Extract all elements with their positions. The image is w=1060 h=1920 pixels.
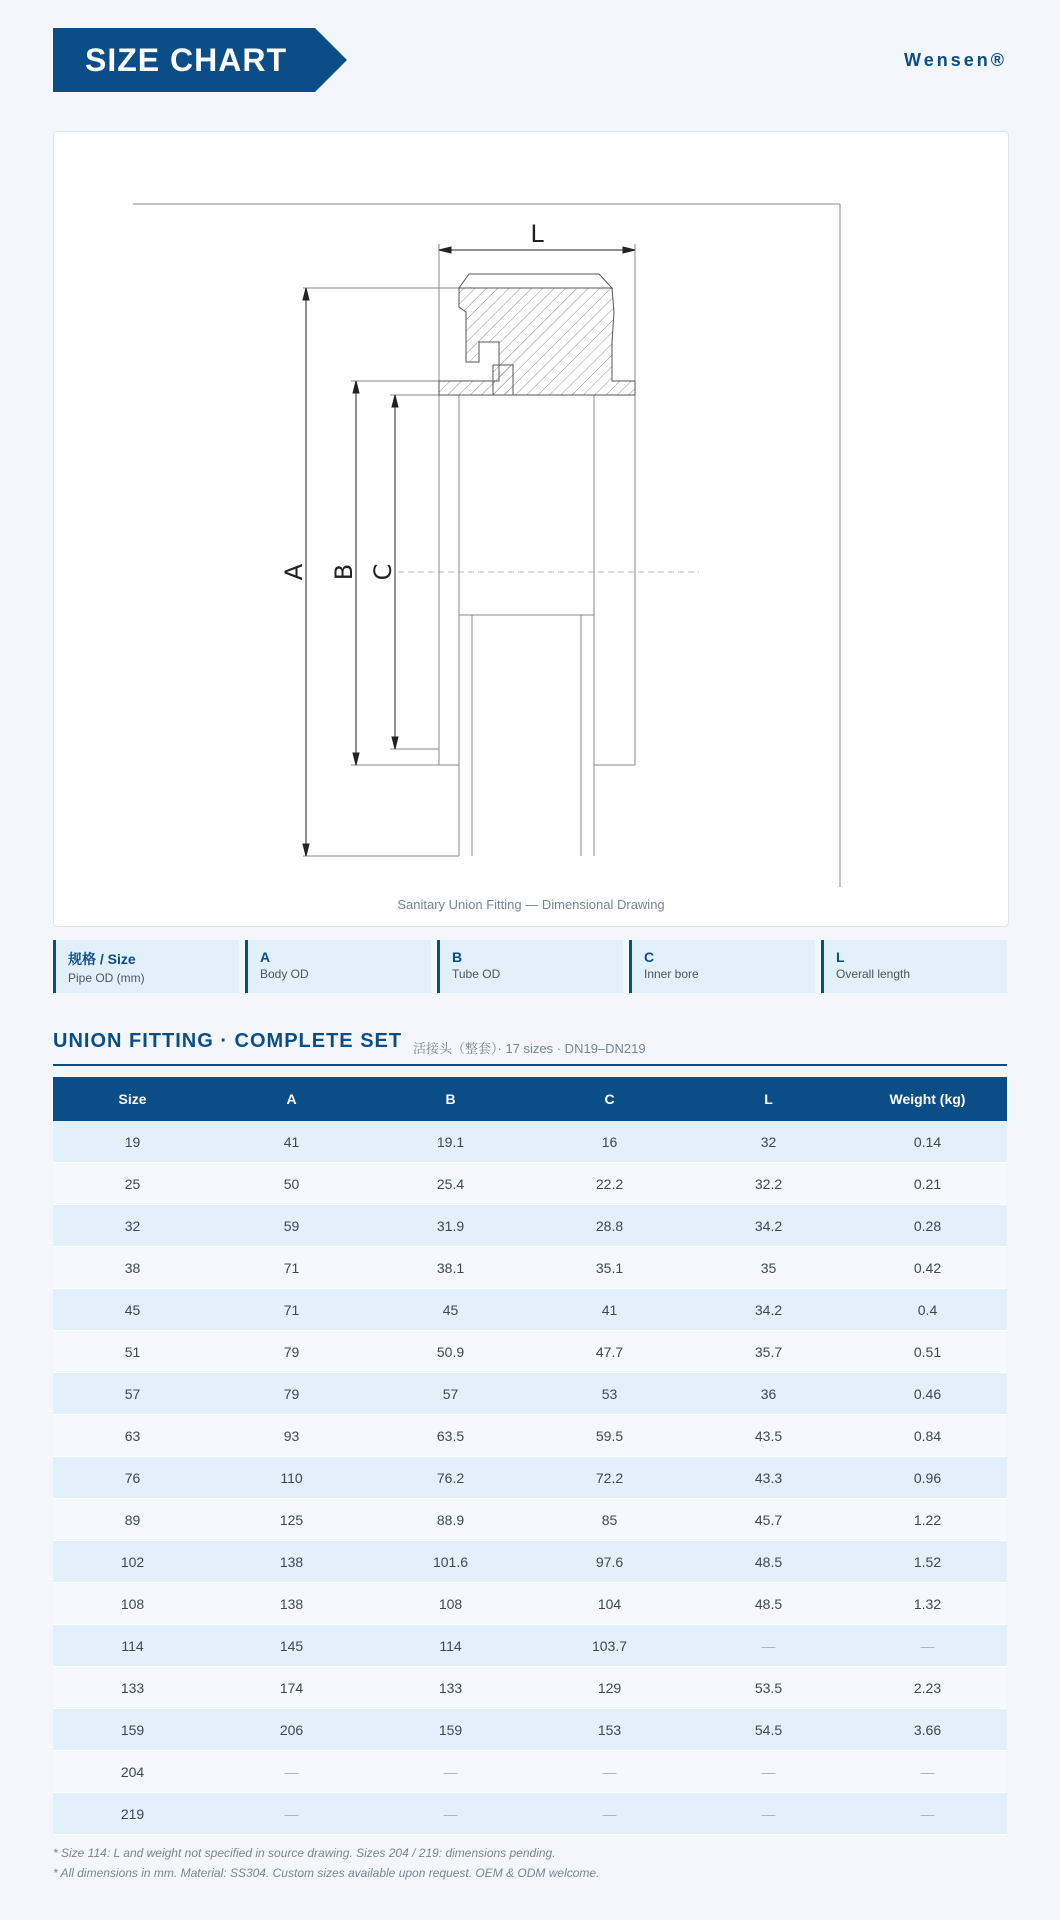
table-cell: 110 <box>212 1457 371 1499</box>
table-cell: 34.2 <box>689 1289 848 1331</box>
table-cell: 103.7 <box>530 1625 689 1667</box>
table-cell: 93 <box>212 1415 371 1457</box>
table-row <box>53 1499 1007 1541</box>
table-row <box>53 1121 1007 1163</box>
table-cell: 41 <box>530 1289 689 1331</box>
table-cell: 0.21 <box>848 1163 1007 1205</box>
table-cell: 54.5 <box>689 1709 848 1751</box>
table-cell: 76.2 <box>371 1457 530 1499</box>
legend-key: L <box>836 949 845 965</box>
column-header: C <box>530 1077 689 1121</box>
table-cell: 138 <box>212 1541 371 1583</box>
table-cell: 2.23 <box>848 1667 1007 1709</box>
table-cell: 38 <box>53 1247 212 1289</box>
table-cell: 32 <box>689 1121 848 1163</box>
legend-desc: Overall length <box>836 967 911 981</box>
table-cell: 79 <box>212 1373 371 1415</box>
table-row <box>53 1373 1007 1415</box>
table-cell: 0.84 <box>848 1415 1007 1457</box>
column-header: Weight (kg) <box>848 1077 1007 1121</box>
table-cell: — <box>848 1793 1007 1835</box>
table-cell: 79 <box>212 1331 371 1373</box>
brand-logo: Wensen® <box>904 50 1007 70</box>
table-cell: 145 <box>212 1625 371 1667</box>
table-cell: 36 <box>689 1373 848 1415</box>
table-cell: — <box>530 1793 689 1835</box>
table-cell: 43.3 <box>689 1457 848 1499</box>
table-cell: 0.46 <box>848 1373 1007 1415</box>
table-cell: 35.7 <box>689 1331 848 1373</box>
table-row <box>53 1793 1007 1835</box>
table-cell: — <box>689 1751 848 1793</box>
table-cell: 102 <box>53 1541 212 1583</box>
table-row <box>53 1625 1007 1667</box>
size-table <box>53 1077 1007 1835</box>
drawing-card <box>53 131 1009 927</box>
header <box>53 28 1007 92</box>
table-cell: 43.5 <box>689 1415 848 1457</box>
table-cell: 53 <box>530 1373 689 1415</box>
table-cell: 85 <box>530 1499 689 1541</box>
table-row <box>53 1289 1007 1331</box>
table-cell: — <box>212 1751 371 1793</box>
table-cell: 53.5 <box>689 1667 848 1709</box>
table-row <box>53 1541 1007 1583</box>
table-cell: 125 <box>212 1499 371 1541</box>
table-cell: — <box>212 1793 371 1835</box>
table-cell: 50 <box>212 1163 371 1205</box>
table-cell: 35.1 <box>530 1247 689 1289</box>
table-cell: — <box>848 1625 1007 1667</box>
legend-item-size <box>53 940 239 993</box>
table-cell: 0.96 <box>848 1457 1007 1499</box>
table-cell: 0.4 <box>848 1289 1007 1331</box>
table-cell: — <box>530 1751 689 1793</box>
table-cell: 57 <box>53 1373 212 1415</box>
table-cell: 89 <box>53 1499 212 1541</box>
legend-key: C <box>644 949 655 965</box>
table-cell: 0.42 <box>848 1247 1007 1289</box>
table-cell: 0.14 <box>848 1121 1007 1163</box>
table-cell: 47.7 <box>530 1331 689 1373</box>
legend-desc: Tube OD <box>452 967 501 981</box>
table-cell: 31.9 <box>371 1205 530 1247</box>
table-cell: 63.5 <box>371 1415 530 1457</box>
table-cell: 3.66 <box>848 1709 1007 1751</box>
table-cell: 51 <box>53 1331 212 1373</box>
table-body <box>53 1121 1007 1835</box>
table-cell: 25 <box>53 1163 212 1205</box>
table-cell: — <box>689 1793 848 1835</box>
table-cell: 206 <box>212 1709 371 1751</box>
table-cell: 174 <box>212 1667 371 1709</box>
table-cell: 41 <box>212 1121 371 1163</box>
table-cell: 114 <box>53 1625 212 1667</box>
legend-item-c <box>629 940 815 993</box>
page-title: SIZE CHART <box>85 42 287 78</box>
table-cell: — <box>371 1751 530 1793</box>
section-title: UNION FITTING · COMPLETE SET <box>53 1030 403 1052</box>
table-cell: — <box>689 1625 848 1667</box>
dimension-legend <box>53 940 1007 993</box>
table-row <box>53 1667 1007 1709</box>
table-cell: 159 <box>53 1709 212 1751</box>
table-cell: 159 <box>371 1709 530 1751</box>
table-cell: 133 <box>53 1667 212 1709</box>
table-cell: 104 <box>530 1583 689 1625</box>
section-subtitle: 活接头（整套）· 17 sizes · DN19–DN219 <box>413 1041 646 1056</box>
table-row <box>53 1415 1007 1457</box>
table-cell: 153 <box>530 1709 689 1751</box>
table-cell: 114 <box>371 1625 530 1667</box>
column-header: B <box>371 1077 530 1121</box>
table-cell: 101.6 <box>371 1541 530 1583</box>
legend-desc: Body OD <box>260 967 309 981</box>
table-cell: 76 <box>53 1457 212 1499</box>
table-cell: 59 <box>212 1205 371 1247</box>
footnotes <box>53 1843 599 1883</box>
legend-key: A <box>260 949 271 965</box>
table-cell: 97.6 <box>530 1541 689 1583</box>
legend-desc: Inner bore <box>644 967 699 981</box>
footnote: * Size 114: L and weight not specified in source drawing. Sizes 204 / 219: dimensions pending. <box>53 1846 556 1860</box>
legend-key: B <box>452 949 463 965</box>
table-cell: 48.5 <box>689 1541 848 1583</box>
table-cell: 32 <box>53 1205 212 1247</box>
table-cell: — <box>371 1793 530 1835</box>
table-cell: 63 <box>53 1415 212 1457</box>
footnote: * All dimensions in mm. Material: SS304. Custom sizes available upon request. OEM & ODM welcome. <box>53 1866 600 1880</box>
column-header: A <box>212 1077 371 1121</box>
table-row <box>53 1331 1007 1373</box>
table-cell: 1.32 <box>848 1583 1007 1625</box>
dimensional-drawing <box>54 132 1008 926</box>
table-cell: 19.1 <box>371 1121 530 1163</box>
table-cell: — <box>848 1751 1007 1793</box>
section-heading <box>53 1030 1007 1066</box>
legend-item-a <box>245 940 431 993</box>
table-cell: 1.22 <box>848 1499 1007 1541</box>
table-cell: 35 <box>689 1247 848 1289</box>
table-row <box>53 1205 1007 1247</box>
table-cell: 57 <box>371 1373 530 1415</box>
table-cell: 71 <box>212 1247 371 1289</box>
dimension-label-a: A <box>280 563 308 581</box>
table-cell: 219 <box>53 1793 212 1835</box>
legend-key: 规格 / Size <box>68 951 136 967</box>
dimension-label-b: B <box>330 563 358 581</box>
table-cell: 59.5 <box>530 1415 689 1457</box>
table-cell: 0.28 <box>848 1205 1007 1247</box>
table-cell: 45.7 <box>689 1499 848 1541</box>
table-cell: 32.2 <box>689 1163 848 1205</box>
legend-item-b <box>437 940 623 993</box>
table-cell: 71 <box>212 1289 371 1331</box>
table-cell: 108 <box>371 1583 530 1625</box>
column-header: Size <box>53 1077 212 1121</box>
dimension-label-c: C <box>369 563 397 581</box>
column-header: L <box>689 1077 848 1121</box>
table-row <box>53 1163 1007 1205</box>
table-cell: 133 <box>371 1667 530 1709</box>
table-cell: 45 <box>371 1289 530 1331</box>
table-row <box>53 1583 1007 1625</box>
table-cell: 138 <box>212 1583 371 1625</box>
table-row <box>53 1709 1007 1751</box>
table-cell: 34.2 <box>689 1205 848 1247</box>
table-cell: 22.2 <box>530 1163 689 1205</box>
table-row <box>53 1247 1007 1289</box>
table-cell: 19 <box>53 1121 212 1163</box>
table-cell: 0.51 <box>848 1331 1007 1373</box>
table-cell: 16 <box>530 1121 689 1163</box>
table-cell: 50.9 <box>371 1331 530 1373</box>
table-cell: 25.4 <box>371 1163 530 1205</box>
dimension-label-l: L <box>530 220 544 248</box>
legend-desc: Pipe OD (mm) <box>68 971 145 985</box>
table-cell: 204 <box>53 1751 212 1793</box>
table-cell: 108 <box>53 1583 212 1625</box>
table-header-row <box>53 1077 1007 1121</box>
table-cell: 48.5 <box>689 1583 848 1625</box>
table-cell: 88.9 <box>371 1499 530 1541</box>
table-row <box>53 1457 1007 1499</box>
drawing-caption: Sanitary Union Fitting — Dimensional Drawing <box>397 897 665 912</box>
table-row <box>53 1751 1007 1793</box>
table-cell: 1.52 <box>848 1541 1007 1583</box>
table-cell: 129 <box>530 1667 689 1709</box>
table-cell: 38.1 <box>371 1247 530 1289</box>
table-cell: 28.8 <box>530 1205 689 1247</box>
table-cell: 72.2 <box>530 1457 689 1499</box>
legend-item-l <box>821 940 1007 993</box>
table-cell: 45 <box>53 1289 212 1331</box>
